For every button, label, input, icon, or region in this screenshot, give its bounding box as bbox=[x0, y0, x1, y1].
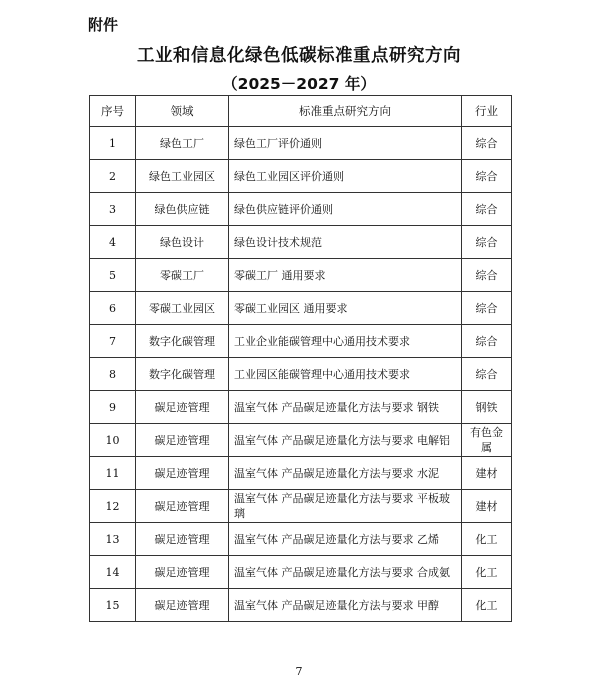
page-number: 7 bbox=[295, 665, 303, 678]
column-header-industry: 行业 bbox=[462, 96, 512, 127]
direction-cell: 温室气体 产品碳足迹量化方法与要求 钢铁 bbox=[229, 391, 462, 424]
field-cell: 绿色供应链 bbox=[136, 193, 229, 226]
row-number-cell: 2 bbox=[90, 160, 136, 193]
row-number-cell: 9 bbox=[90, 391, 136, 424]
direction-cell: 工业园区能碳管理中心通用技术要求 bbox=[229, 358, 462, 391]
row-number-cell: 4 bbox=[90, 226, 136, 259]
table-row bbox=[90, 292, 512, 325]
table-row bbox=[90, 556, 512, 589]
table-row bbox=[90, 325, 512, 358]
column-header-number: 序号 bbox=[90, 96, 136, 127]
field-cell: 数字化碳管理 bbox=[136, 325, 229, 358]
field-cell: 碳足迹管理 bbox=[136, 523, 229, 556]
direction-cell: 温室气体 产品碳足迹量化方法与要求 电解铝 bbox=[229, 424, 462, 457]
field-cell: 碳足迹管理 bbox=[136, 589, 229, 622]
table-row bbox=[90, 358, 512, 391]
direction-cell: 温室气体 产品碳足迹量化方法与要求 水泥 bbox=[229, 457, 462, 490]
table-row bbox=[90, 589, 512, 622]
standards-table bbox=[89, 95, 512, 622]
field-cell: 碳足迹管理 bbox=[136, 457, 229, 490]
row-number-cell: 10 bbox=[90, 424, 136, 457]
direction-cell: 温室气体 产品碳足迹量化方法与要求 合成氨 bbox=[229, 556, 462, 589]
field-cell: 绿色工业园区 bbox=[136, 160, 229, 193]
industry-cell: 钢铁 bbox=[462, 391, 512, 424]
row-number-cell: 14 bbox=[90, 556, 136, 589]
row-number-cell: 7 bbox=[90, 325, 136, 358]
industry-cell: 有色金属 bbox=[462, 424, 512, 457]
industry-cell: 综合 bbox=[462, 292, 512, 325]
table-row bbox=[90, 259, 512, 292]
table-row bbox=[90, 490, 512, 523]
industry-cell: 综合 bbox=[462, 193, 512, 226]
row-number-cell: 1 bbox=[90, 127, 136, 160]
industry-cell: 综合 bbox=[462, 358, 512, 391]
row-number-cell: 5 bbox=[90, 259, 136, 292]
table-row bbox=[90, 391, 512, 424]
field-cell: 碳足迹管理 bbox=[136, 490, 229, 523]
document-title: 工业和信息化绿色低碳标准重点研究方向 bbox=[137, 46, 461, 66]
row-number-cell: 11 bbox=[90, 457, 136, 490]
direction-cell: 零碳工厂 通用要求 bbox=[229, 259, 462, 292]
direction-cell: 绿色工业园区评价通则 bbox=[229, 160, 462, 193]
direction-cell: 温室气体 产品碳足迹量化方法与要求 平板玻璃 bbox=[229, 490, 462, 523]
field-cell: 碳足迹管理 bbox=[136, 424, 229, 457]
direction-cell: 绿色供应链评价通则 bbox=[229, 193, 462, 226]
industry-cell: 综合 bbox=[462, 160, 512, 193]
direction-cell: 温室气体 产品碳足迹量化方法与要求 乙烯 bbox=[229, 523, 462, 556]
field-cell: 碳足迹管理 bbox=[136, 556, 229, 589]
row-number-cell: 12 bbox=[90, 490, 136, 523]
table-row bbox=[90, 424, 512, 457]
direction-cell: 绿色设计技术规范 bbox=[229, 226, 462, 259]
industry-cell: 建材 bbox=[462, 457, 512, 490]
industry-cell: 化工 bbox=[462, 523, 512, 556]
column-header-direction: 标准重点研究方向 bbox=[229, 96, 462, 127]
row-number-cell: 6 bbox=[90, 292, 136, 325]
industry-cell: 综合 bbox=[462, 127, 512, 160]
table-row bbox=[90, 523, 512, 556]
direction-cell: 温室气体 产品碳足迹量化方法与要求 甲醇 bbox=[229, 589, 462, 622]
table-row bbox=[90, 193, 512, 226]
row-number-cell: 3 bbox=[90, 193, 136, 226]
column-header-field: 领域 bbox=[136, 96, 229, 127]
document-subtitle: （2025－2027 年） bbox=[222, 75, 376, 93]
table-row bbox=[90, 457, 512, 490]
field-cell: 碳足迹管理 bbox=[136, 391, 229, 424]
industry-cell: 综合 bbox=[462, 226, 512, 259]
direction-cell: 绿色工厂评价通则 bbox=[229, 127, 462, 160]
table-body bbox=[90, 127, 512, 622]
attachment-label: 附件 bbox=[88, 16, 119, 34]
direction-cell: 工业企业能碳管理中心通用技术要求 bbox=[229, 325, 462, 358]
table-row bbox=[90, 127, 512, 160]
direction-cell: 零碳工业园区 通用要求 bbox=[229, 292, 462, 325]
industry-cell: 化工 bbox=[462, 556, 512, 589]
field-cell: 零碳工业园区 bbox=[136, 292, 229, 325]
industry-cell: 综合 bbox=[462, 325, 512, 358]
field-cell: 绿色设计 bbox=[136, 226, 229, 259]
row-number-cell: 13 bbox=[90, 523, 136, 556]
row-number-cell: 8 bbox=[90, 358, 136, 391]
field-cell: 绿色工厂 bbox=[136, 127, 229, 160]
field-cell: 零碳工厂 bbox=[136, 259, 229, 292]
table-row bbox=[90, 160, 512, 193]
field-cell: 数字化碳管理 bbox=[136, 358, 229, 391]
industry-cell: 建材 bbox=[462, 490, 512, 523]
industry-cell: 综合 bbox=[462, 259, 512, 292]
table-header-row bbox=[90, 96, 512, 127]
table-row bbox=[90, 226, 512, 259]
industry-cell: 化工 bbox=[462, 589, 512, 622]
row-number-cell: 15 bbox=[90, 589, 136, 622]
